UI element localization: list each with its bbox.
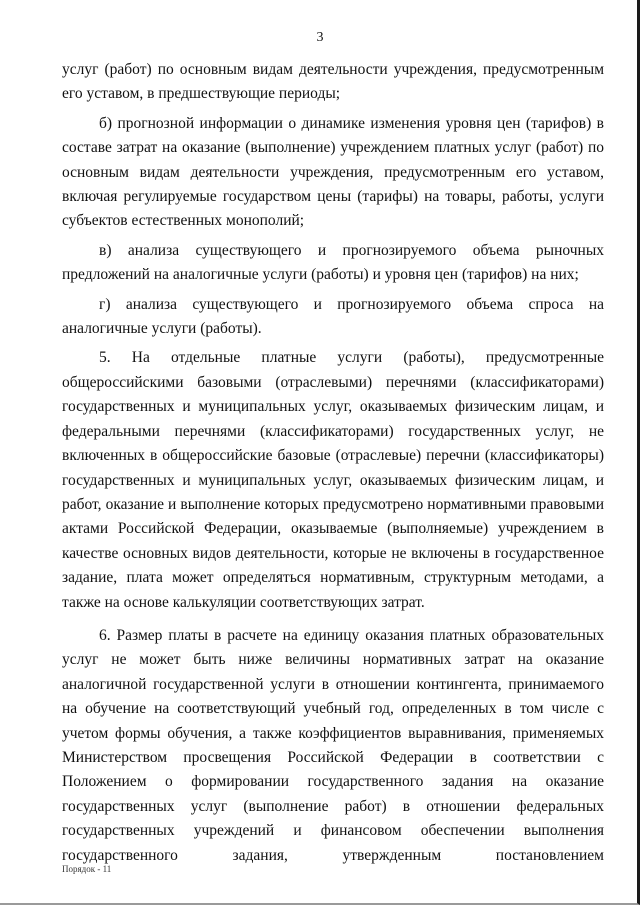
page-number: 3 [316,30,324,45]
paragraph-clause-5: 5. На отдельные платные услуги (работы), предусмотренные общероссийскими базовыми (отраслевыми) перечнями (классификаторами) государственных и муниципальных услуг, оказываемых физическим лицам, и федеральными перечнями (классификаторами) государственных услуг, не включенных в общероссийские базовые (отраслевые) перечни (классификаторы) государственных и муниципальных услуг, оказываемых физическим лицам, и работ, оказание и выполнение которых предусмотрено нормативными правовыми актами Российской Федерации, оказываемые (выполняемые) учреждением в качестве основных видов деятельности, которые не включены в государственное задание, плата может определяться нормативным, структурным методами, а также на основе калькуляции соответствующих затрат. [62,349,604,611]
paragraph-item-v: в) анализа существующего и прогнозируемого объема рыночных предложений на аналогичные услуги (работы) и уровня цен (тарифов) на них; [62,241,604,284]
paragraph-item-b: б) прогнозной информации о динамике изменения уровня цен (тарифов) в составе затрат на оказание (выполнение) учреждением платных услуг (работ) по основным видам деятельности учреждения, предусмотренным его уставом, включая регулируемые государством цены (тарифы) на товары, работы, услуги субъектов естественных монополий; [62,114,604,230]
paragraph-continuation: услуг (работ) по основным видам деятельности учреждения, предусмотренным его уставом, в предшествующие периоды; [62,61,604,103]
page-footer: Порядок - 11 [62,864,112,874]
document-body [62,58,604,868]
paragraph-item-g: г) анализа существующего и прогнозируемого объема спроса на аналогичные услуги (работы). [62,295,604,338]
paragraph-clause-6: 6. Размер платы в расчете на единицу оказания платных образовательных услуг не может быть ниже величины нормативных затрат на оказание аналогичной государственной услуги в отношении контингента, принимаемого на обучение на соответствующий учебный год, определенных в том числе с учетом формы обучения, а также коэффициентов выравнивания, применяемых Министерством просвещения Российской Федерации в соответствии с Положением о формировании государственного задания на оказание государственных услуг (выполнение работ) в отношении федеральных государственных учреждений и финансовом обеспечении выполнения государственного задания, утвержденным постановлением [62,626,604,864]
